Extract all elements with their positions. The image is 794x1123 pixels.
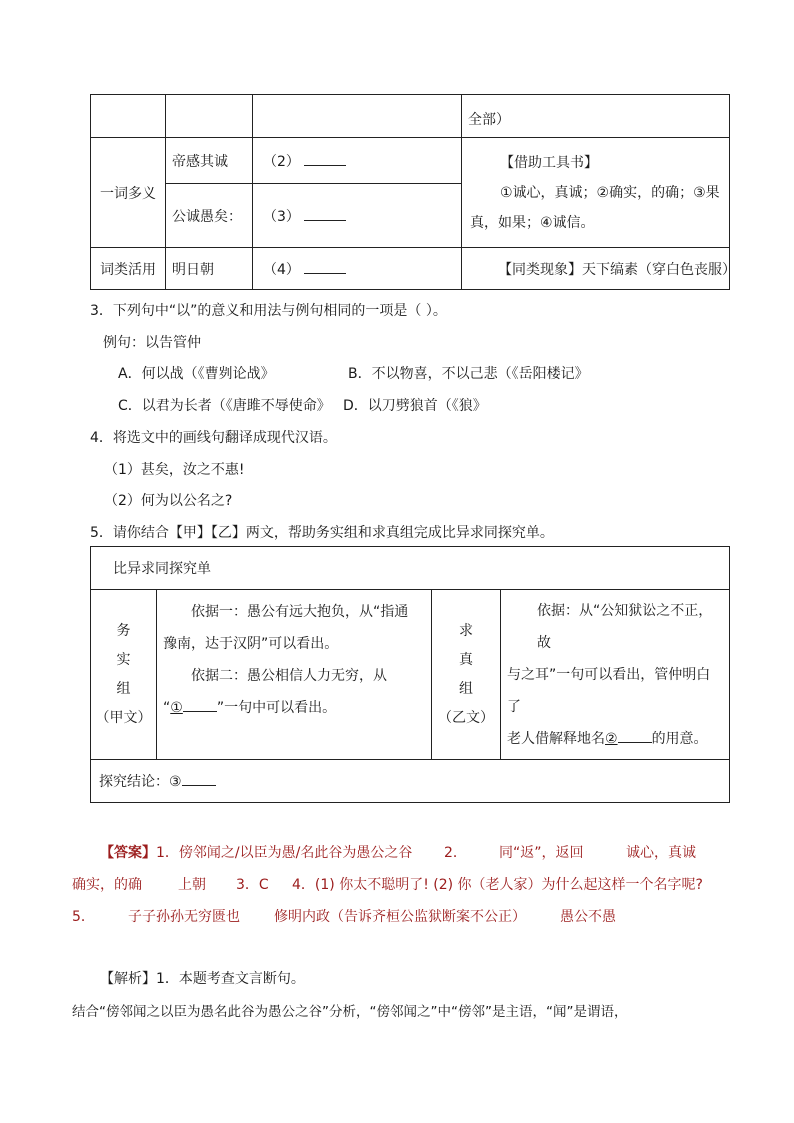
option-a[interactable]: A．何以战（《曹刿论战》: [118, 366, 275, 382]
table-cell: [462, 248, 736, 290]
tool-title: 【借助工具书】: [500, 154, 598, 171]
row-label: 词类活用: [100, 261, 156, 278]
row-label: 一词多义: [100, 185, 156, 202]
answer-line-1: [100, 842, 412, 862]
answer-text: 1．傍邻闻之/以臣为愚/名此谷为愚公之谷: [156, 845, 413, 861]
table-cell: [462, 95, 730, 138]
table-cell: [253, 248, 462, 290]
example-sentence: 帝感其诚: [172, 153, 228, 170]
evidence-text: [163, 692, 425, 724]
answer-text: 上朝: [178, 877, 206, 893]
tool-book-cell: [462, 138, 730, 248]
blank-label: （3）: [263, 208, 300, 225]
quote-mark: “: [163, 700, 171, 716]
answer-text: 子子孙孙无穷匮也: [128, 909, 240, 925]
conclusion-cell: [91, 760, 730, 803]
evidence-text: 豫南，达于汉阴”可以看出。: [163, 636, 339, 652]
table-cell: [91, 95, 166, 138]
answer-blank[interactable]: [618, 728, 652, 743]
option-b[interactable]: B．不以物喜，不以己悲（《岳阳楼记》: [348, 366, 589, 382]
truth-evidence-cell: [501, 590, 730, 760]
group-char: 求: [459, 622, 473, 639]
answer-tag: 【答案】: [100, 845, 156, 861]
question-5-stem: 5．请你结合【甲】【乙】两文，帮助务实组和求真组完成比异求同探究单。: [90, 525, 554, 541]
multi-meaning-label-cell: [91, 138, 166, 248]
analysis-text: 结合“傍邻闻之以臣为愚名此谷为愚公之谷”分析，“傍邻闻之”中“傍邻”是主语，“闻”是谓语，: [72, 1004, 628, 1020]
tool-line: ①诚心，真诚；②确实，的确；③果: [500, 184, 720, 201]
word-class-label-cell: [91, 248, 166, 290]
tool-line: 真，如果；④诚信。: [470, 214, 595, 231]
evidence-text-head: 老人借解释地名: [507, 730, 605, 747]
vocab-table: [90, 94, 736, 290]
group-char: 务: [116, 622, 131, 639]
group-char: 实: [116, 651, 131, 668]
table-cell: [166, 95, 253, 138]
table-cell: [166, 138, 253, 184]
table-cell: [166, 248, 253, 290]
group-char: 组: [116, 680, 131, 697]
group-char: （乙文）: [438, 709, 494, 726]
answer-text: 同“返”，返回: [499, 845, 584, 861]
pragmatic-group-label: [91, 590, 157, 760]
answer-text: 诚心，真诚: [626, 845, 696, 861]
question-4-item: （2）何为以公名之?: [104, 493, 233, 509]
blank-label: （2）: [263, 153, 300, 170]
answer-blank[interactable]: [304, 259, 346, 274]
truth-group-label: [432, 590, 501, 760]
comparison-worksheet-table: [90, 546, 730, 803]
group-char: （甲文）: [95, 709, 152, 726]
blank-marker: ②: [605, 730, 618, 747]
worksheet-title-cell: [91, 547, 730, 590]
option-c[interactable]: C．以君为长者（《唐雎不辱使命》: [118, 398, 331, 414]
answer-text: 修明内政（告诉齐桓公监狱断案不公正）: [274, 909, 526, 925]
evidence-text-tail: ”一句中可以看出。: [216, 700, 337, 716]
evidence-text: 依据一：愚公有远大抱负，从“指通: [191, 604, 409, 620]
blank-marker: ①: [170, 700, 183, 716]
answer-blank[interactable]: [183, 697, 217, 712]
answer-blank[interactable]: [182, 771, 216, 786]
example-sentence: 明日朝: [172, 261, 214, 278]
table-cell: [253, 138, 462, 184]
pragmatic-evidence-cell: [157, 590, 432, 760]
conclusion-label: 探究结论：③: [99, 774, 182, 790]
cell-text: 全部）: [468, 112, 510, 128]
blank-label: （4）: [263, 261, 300, 278]
evidence-text: [507, 723, 723, 755]
answer-blank[interactable]: [304, 151, 346, 166]
answer-text: 3．C: [236, 877, 269, 893]
question-4-stem: 4．将选文中的画线句翻译成现代汉语。: [90, 430, 337, 446]
question-3-example: 例句：以告管仲: [103, 335, 201, 351]
table-cell: [253, 184, 462, 248]
group-char: 组: [459, 680, 473, 697]
option-d[interactable]: D．以刀劈狼首（《狼》: [343, 398, 487, 414]
evidence-text: 依据：从“公知狱讼之不正，故: [537, 602, 713, 651]
group-char: 真: [459, 651, 473, 668]
answer-text: 愚公不愚: [560, 909, 616, 925]
evidence-text: 依据二：愚公相信人力无穷，从: [191, 668, 387, 684]
table-cell: [166, 184, 253, 248]
question-4-item: （1）甚矣，汝之不惠!: [104, 462, 245, 478]
worksheet-title: 比异求同探究单: [113, 561, 211, 577]
answer-blank[interactable]: [304, 206, 346, 221]
table-cell: [253, 95, 462, 138]
example-sentence: 公诚愚矣：: [172, 208, 242, 225]
evidence-text: 与之耳”一句可以看出，管仲明白了: [507, 666, 711, 715]
answer-text: 5．: [72, 909, 95, 925]
answer-text: 2．: [444, 845, 467, 861]
evidence-text-tail: 的用意。: [651, 730, 708, 747]
question-3-stem: 3．下列句中“以”的意义和用法与例句相同的一项是（ ）。: [90, 303, 447, 319]
similar-phenomenon-note: 【同类现象】天下缟素（穿白色丧服）: [498, 261, 736, 278]
answer-text: 确实，的确: [72, 877, 142, 893]
analysis-heading: 【解析】1．本题考查文言断句。: [100, 971, 305, 987]
answer-text: 4．(1) 你太不聪明了! (2) 你（老人家）为什么起这样一个名字呢?: [292, 877, 703, 893]
